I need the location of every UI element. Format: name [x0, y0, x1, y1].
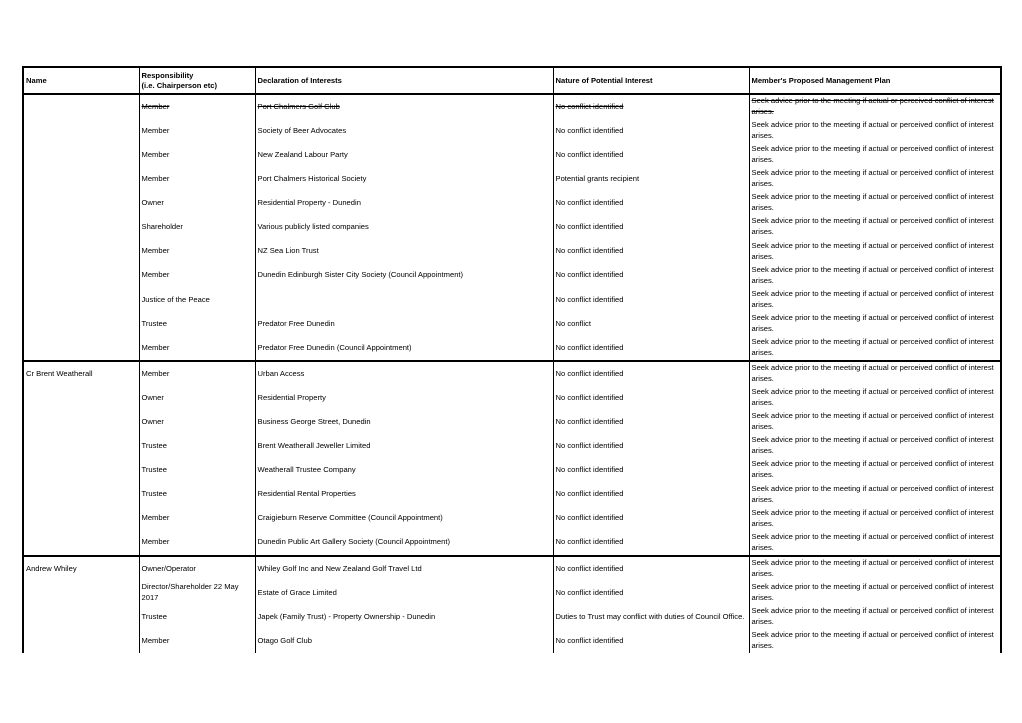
cell-name: [23, 336, 139, 361]
cell-responsibility: Member: [139, 119, 255, 143]
cell-responsibility: Member: [139, 507, 255, 531]
cell-responsibility: Member: [139, 143, 255, 167]
cell-name: [23, 483, 139, 507]
cell-declaration: Port Chalmers Historical Society: [255, 167, 553, 191]
header-nature: Nature of Potential Interest: [553, 67, 749, 94]
cell-responsibility: Member: [139, 167, 255, 191]
cell-responsibility: Trustee: [139, 605, 255, 629]
header-responsibility: [139, 67, 255, 94]
cell-nature: No conflict: [553, 312, 749, 336]
cell-declaration: Residential Property - Dunedin: [255, 191, 553, 215]
cell-declaration: New Zealand Labour Party: [255, 143, 553, 167]
cell-nature: No conflict identified: [553, 119, 749, 143]
cell-declaration: Estate of Grace Limited: [255, 581, 553, 605]
cell-name: [23, 605, 139, 629]
cell-nature: No conflict identified: [553, 215, 749, 239]
cell-nature: Potential grants recipient: [553, 167, 749, 191]
cell-responsibility: Owner: [139, 410, 255, 434]
cell-declaration: Otago Golf Club: [255, 629, 553, 653]
declaration-of-interests-table: [22, 66, 1002, 653]
cell-declaration: Japek (Family Trust) - Property Ownership - Dunedin: [255, 605, 553, 629]
cell-nature: No conflict identified: [553, 191, 749, 215]
cell-nature: No conflict identified: [553, 288, 749, 312]
table-row: [23, 288, 1001, 312]
table-row: [23, 483, 1001, 507]
header-name: Name: [23, 67, 139, 94]
cell-responsibility: Member: [139, 336, 255, 361]
cell-management-plan: Seek advice prior to the meeting if actual or perceived conflict of interest arises.: [749, 167, 1001, 191]
header-plan: Member's Proposed Management Plan: [749, 67, 1001, 94]
cell-responsibility: Member: [139, 240, 255, 264]
cell-nature: No conflict identified: [553, 556, 749, 581]
cell-responsibility: Owner: [139, 386, 255, 410]
cell-nature: No conflict identified: [553, 240, 749, 264]
cell-declaration: Society of Beer Advocates: [255, 119, 553, 143]
cell-declaration: Urban Access: [255, 361, 553, 386]
cell-declaration: [255, 288, 553, 312]
cell-declaration: Various publicly listed companies: [255, 215, 553, 239]
table-row: [23, 629, 1001, 653]
cell-responsibility: Trustee: [139, 434, 255, 458]
table-row: [23, 434, 1001, 458]
cell-declaration: Residential Property: [255, 386, 553, 410]
cell-management-plan: Seek advice prior to the meeting if actual or perceived conflict of interest arises.: [749, 386, 1001, 410]
cell-declaration: Predator Free Dunedin: [255, 312, 553, 336]
header-responsibility-line1: Responsibility: [141, 70, 194, 80]
cell-name: [23, 119, 139, 143]
table-row: [23, 605, 1001, 629]
table-row: [23, 240, 1001, 264]
table-row: [23, 531, 1001, 556]
cell-nature: No conflict identified: [553, 629, 749, 653]
cell-declaration: Predator Free Dunedin (Council Appointment): [255, 336, 553, 361]
cell-management-plan: Seek advice prior to the meeting if actual or perceived conflict of interest arises.: [749, 240, 1001, 264]
cell-responsibility: Justice of the Peace: [139, 288, 255, 312]
cell-name: [23, 386, 139, 410]
table-row: [23, 312, 1001, 336]
cell-name: [23, 581, 139, 605]
table-row: [23, 361, 1001, 386]
cell-responsibility: Member: [139, 629, 255, 653]
cell-management-plan: Seek advice prior to the meeting if actual or perceived conflict of interest arises.: [749, 581, 1001, 605]
cell-responsibility: Trustee: [139, 458, 255, 482]
header-declaration: Declaration of Interests: [255, 67, 553, 94]
cell-management-plan: Seek advice prior to the meeting if actual or perceived conflict of interest arises.: [749, 288, 1001, 312]
table-row: [23, 215, 1001, 239]
cell-nature: No conflict identified: [553, 264, 749, 288]
cell-responsibility: Director/Shareholder 22 May 2017: [139, 581, 255, 605]
cell-name: Cr Brent Weatherall: [23, 361, 139, 386]
cell-nature: No conflict identified: [553, 483, 749, 507]
cell-name: [23, 507, 139, 531]
cell-declaration: Residential Rental Properties: [255, 483, 553, 507]
cell-management-plan: Seek advice prior to the meeting if actual or perceived conflict of interest arises.: [749, 336, 1001, 361]
cell-nature: No conflict identified: [553, 386, 749, 410]
header-responsibility-line2: (i.e. Chairperson etc): [141, 80, 218, 90]
cell-responsibility: Member: [139, 361, 255, 386]
cell-nature: No conflict identified: [553, 531, 749, 556]
cell-nature: No conflict identified: [553, 434, 749, 458]
cell-declaration: Weatherall Trustee Company: [255, 458, 553, 482]
cell-name: Andrew Whiley: [23, 556, 139, 581]
cell-name: [23, 434, 139, 458]
cell-declaration: Brent Weatherall Jeweller Limited: [255, 434, 553, 458]
table-body: [23, 94, 1001, 653]
cell-management-plan: Seek advice prior to the meeting if actual or perceived conflict of interest arises.: [749, 361, 1001, 386]
cell-responsibility: Member: [139, 264, 255, 288]
cell-nature: No conflict identified: [553, 94, 749, 119]
cell-name: [23, 264, 139, 288]
cell-nature: No conflict identified: [553, 361, 749, 386]
cell-management-plan: Seek advice prior to the meeting if actual or perceived conflict of interest arises.: [749, 483, 1001, 507]
table-row: [23, 264, 1001, 288]
cell-management-plan: Seek advice prior to the meeting if actual or perceived conflict of interest arises.: [749, 94, 1001, 119]
table-row: [23, 94, 1001, 119]
cell-responsibility: Shareholder: [139, 215, 255, 239]
cell-responsibility: Trustee: [139, 483, 255, 507]
table-row: [23, 458, 1001, 482]
cell-management-plan: Seek advice prior to the meeting if actual or perceived conflict of interest arises.: [749, 605, 1001, 629]
cell-name: [23, 312, 139, 336]
table-row: [23, 410, 1001, 434]
cell-responsibility: Owner: [139, 191, 255, 215]
cell-declaration: NZ Sea Lion Trust: [255, 240, 553, 264]
cell-management-plan: Seek advice prior to the meeting if actual or perceived conflict of interest arises.: [749, 215, 1001, 239]
cell-name: [23, 240, 139, 264]
cell-responsibility: Trustee: [139, 312, 255, 336]
table-row: [23, 556, 1001, 581]
table-header: [23, 67, 1001, 94]
cell-management-plan: Seek advice prior to the meeting if actual or perceived conflict of interest arises.: [749, 191, 1001, 215]
table-row: [23, 581, 1001, 605]
cell-nature: No conflict identified: [553, 410, 749, 434]
cell-nature: No conflict identified: [553, 143, 749, 167]
cell-management-plan: Seek advice prior to the meeting if actual or perceived conflict of interest arises.: [749, 629, 1001, 653]
table-row: [23, 386, 1001, 410]
cell-name: [23, 215, 139, 239]
cell-declaration: Whiley Golf Inc and New Zealand Golf Travel Ltd: [255, 556, 553, 581]
table-row: [23, 167, 1001, 191]
cell-management-plan: Seek advice prior to the meeting if actual or perceived conflict of interest arises.: [749, 312, 1001, 336]
cell-nature: No conflict identified: [553, 336, 749, 361]
cell-name: [23, 167, 139, 191]
cell-nature: No conflict identified: [553, 581, 749, 605]
cell-nature: Duties to Trust may conflict with duties of Council Office.: [553, 605, 749, 629]
cell-name: [23, 143, 139, 167]
cell-name: [23, 191, 139, 215]
table-row: [23, 336, 1001, 361]
cell-name: [23, 410, 139, 434]
cell-name: [23, 629, 139, 653]
cell-responsibility: Member: [139, 94, 255, 119]
cell-nature: No conflict identified: [553, 507, 749, 531]
cell-declaration: Dunedin Public Art Gallery Society (Council Appointment): [255, 531, 553, 556]
cell-declaration: Dunedin Edinburgh Sister City Society (Council Appointment): [255, 264, 553, 288]
table-row: [23, 143, 1001, 167]
header-row: [23, 67, 1001, 94]
cell-responsibility: Owner/Operator: [139, 556, 255, 581]
cell-name: [23, 288, 139, 312]
cell-name: [23, 94, 139, 119]
cell-name: [23, 458, 139, 482]
cell-declaration: Craigieburn Reserve Committee (Council Appointment): [255, 507, 553, 531]
cell-responsibility: Member: [139, 531, 255, 556]
cell-management-plan: Seek advice prior to the meeting if actual or perceived conflict of interest arises.: [749, 264, 1001, 288]
cell-management-plan: Seek advice prior to the meeting if actual or perceived conflict of interest arises.: [749, 119, 1001, 143]
cell-management-plan: Seek advice prior to the meeting if actual or perceived conflict of interest arises.: [749, 556, 1001, 581]
cell-management-plan: Seek advice prior to the meeting if actual or perceived conflict of interest arises.: [749, 531, 1001, 556]
cell-name: [23, 531, 139, 556]
cell-nature: No conflict identified: [553, 458, 749, 482]
cell-management-plan: Seek advice prior to the meeting if actual or perceived conflict of interest arises.: [749, 507, 1001, 531]
table-row: [23, 507, 1001, 531]
table-row: [23, 119, 1001, 143]
cell-management-plan: Seek advice prior to the meeting if actual or perceived conflict of interest arises.: [749, 434, 1001, 458]
cell-management-plan: Seek advice prior to the meeting if actual or perceived conflict of interest arises.: [749, 143, 1001, 167]
table-row: [23, 191, 1001, 215]
cell-declaration: Port Chalmers Golf Club: [255, 94, 553, 119]
cell-declaration: Business George Street, Dunedin: [255, 410, 553, 434]
cell-management-plan: Seek advice prior to the meeting if actual or perceived conflict of interest arises.: [749, 410, 1001, 434]
cell-management-plan: Seek advice prior to the meeting if actual or perceived conflict of interest arises.: [749, 458, 1001, 482]
